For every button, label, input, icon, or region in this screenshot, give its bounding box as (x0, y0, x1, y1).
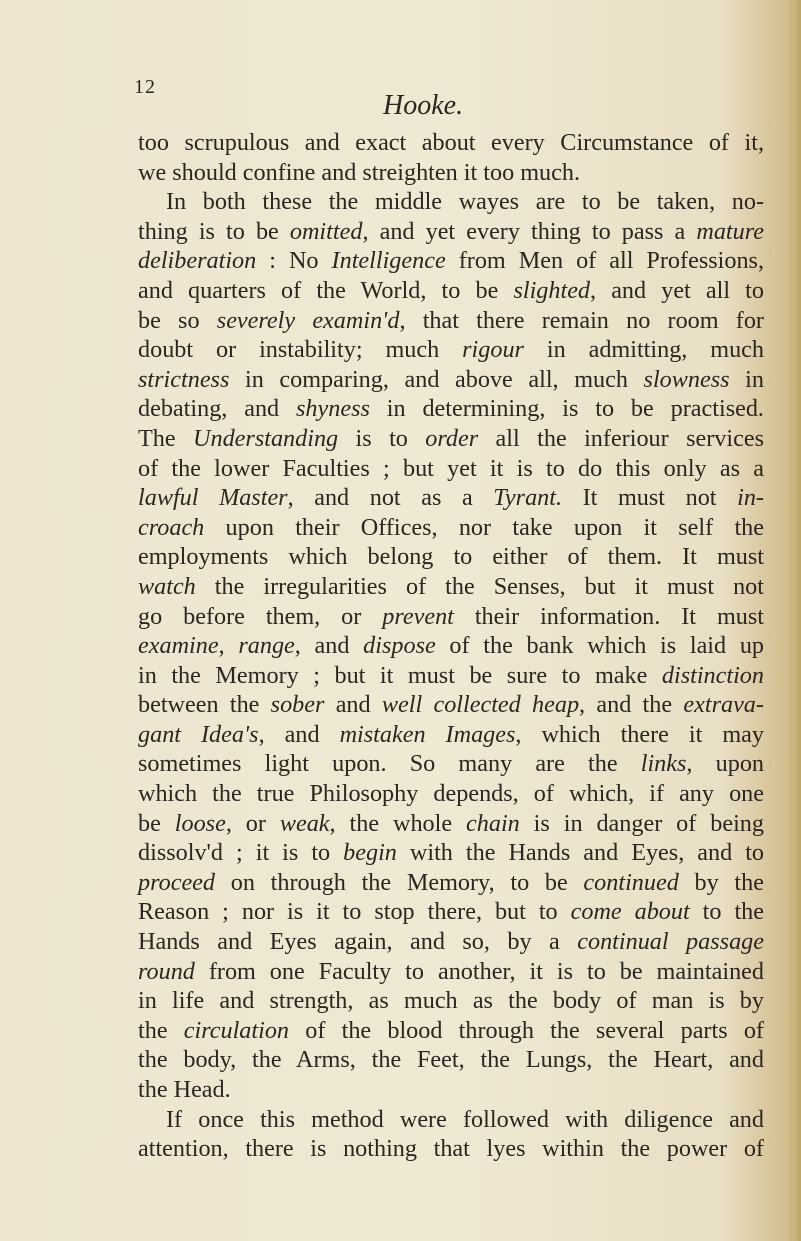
text-run: between the (138, 691, 271, 719)
italic-text: extrava- (683, 691, 764, 719)
italic-text: Tyrant. (493, 484, 563, 512)
italic-text: Intelligence (331, 247, 446, 275)
text-run: on through the Memory, to be (215, 868, 584, 896)
text-run: upon their Offices, nor take upon it self the (204, 513, 764, 541)
text-run: from Men of all Professions, (445, 247, 765, 275)
text-line (138, 187, 764, 217)
text-line (138, 276, 764, 306)
text-run: : No (256, 247, 332, 275)
text-run: be so (138, 306, 217, 334)
text-line (138, 365, 764, 395)
text-line (138, 838, 764, 868)
text-line (138, 927, 764, 957)
text-run: the (138, 1016, 184, 1044)
italic-text: lawful Master (138, 484, 288, 512)
italic-text: links (640, 750, 687, 778)
text-run: of the bank which is laid up (435, 632, 765, 660)
text-run: too scrupulous and exact about every Circumstance of it, (138, 129, 764, 156)
text-run: , or (225, 809, 280, 837)
italic-text: begin (343, 839, 397, 867)
page-edge-shadow (787, 0, 801, 1241)
text-run: in life and strength, as much as the body of man is by (138, 987, 764, 1015)
italic-text: in- (737, 484, 764, 512)
italic-text: slighted (513, 276, 591, 304)
text-line (138, 1045, 764, 1075)
text-line (138, 424, 764, 454)
text-run: , and not as a (287, 484, 494, 512)
text-run: in admitting, much (523, 336, 765, 364)
text-run: , upon (686, 750, 765, 778)
text-line (138, 542, 764, 572)
italic-text: slowness (643, 365, 730, 393)
text-run: be (138, 809, 175, 837)
text-run: attention, there is nothing that lyes within the power of (138, 1135, 764, 1163)
text-run: Hands and Eyes again, and so, by a (138, 928, 578, 956)
text-run: their information. It must (453, 602, 764, 630)
text-run: is in danger of being (519, 809, 764, 837)
text-run: employments which belong to either of them. It must (138, 543, 764, 571)
italic-text: croach (138, 513, 205, 541)
text-run: of the lower Faculties ; but yet it is to do this only as a (138, 454, 764, 482)
italic-text: dispose (363, 632, 436, 660)
text-run: doubt or instability; much (138, 336, 463, 364)
body-text (138, 128, 764, 1164)
italic-text: omitted (289, 217, 363, 245)
text-run: which the true Philosophy depends, of which, if any one (138, 780, 764, 808)
italic-text: chain (466, 809, 520, 837)
text-line (138, 394, 764, 424)
text-run: Reason ; nor is it to stop there, but to (138, 898, 571, 926)
paragraph (138, 128, 764, 187)
paragraph (138, 1105, 764, 1164)
text-run: to the (689, 898, 764, 926)
paragraph (138, 187, 764, 1104)
italic-text: proceed (138, 868, 216, 896)
italic-text: continued (583, 868, 679, 896)
text-line (138, 1105, 764, 1135)
italic-text: Understanding (193, 424, 339, 452)
text-run: dissolv'd ; it is to (138, 839, 344, 867)
italic-text: well collected heap (381, 691, 580, 719)
text-run: in the Memory ; but it must be sure to make (138, 661, 662, 689)
italic-text: gant Idea's (138, 720, 259, 748)
text-run: , and (258, 720, 340, 748)
italic-text: round (138, 957, 195, 985)
text-line (138, 690, 764, 720)
italic-text: deliberation (138, 247, 257, 275)
text-line (138, 128, 764, 158)
text-run: the Head. (138, 1076, 231, 1103)
text-line (138, 720, 764, 750)
text-run: The (138, 424, 194, 452)
text-line (138, 246, 764, 276)
text-line (138, 572, 764, 602)
page-number: 12 (134, 76, 156, 98)
text-line (138, 868, 764, 898)
italic-text: watch (138, 572, 196, 600)
text-run: It must not (562, 484, 738, 512)
text-run: and (324, 691, 382, 719)
text-run: in determining, is to be practised. (369, 395, 764, 423)
text-line (138, 217, 764, 247)
running-head: Hooke. (383, 90, 464, 121)
text-run: go before them, or (138, 602, 383, 630)
text-line (138, 513, 764, 543)
text-line (138, 1016, 764, 1046)
italic-text: range (238, 632, 295, 660)
text-run: , and yet all to (590, 276, 764, 304)
text-run: the body, the Arms, the Feet, the Lungs, the Heart, and (138, 1046, 764, 1074)
text-run: the irregularities of the Senses, but it must not (195, 572, 764, 600)
text-line (138, 661, 764, 691)
text-line (138, 602, 764, 632)
italic-text: shyness (296, 395, 370, 423)
italic-text: order (425, 424, 479, 452)
text-line (138, 335, 764, 365)
text-line (138, 1075, 764, 1105)
text-run: , and (294, 632, 364, 660)
text-run: all the inferiour services (478, 424, 765, 452)
text-line (138, 306, 764, 336)
text-run: by the (678, 868, 764, 896)
text-run: from one Faculty to another, it is to be maintained (194, 957, 764, 985)
text-run: , that there remain no room for (399, 306, 764, 334)
text-run: sometimes light upon. So many are the (138, 750, 641, 778)
text-run: of the blood through the several parts of (289, 1016, 764, 1044)
text-run: is to (338, 424, 426, 452)
italic-text: strictness (138, 365, 230, 393)
text-line (138, 158, 764, 188)
text-run: , (218, 632, 239, 660)
text-run: in (729, 365, 764, 393)
italic-text: sober (270, 691, 325, 719)
italic-text: severely examin'd (216, 306, 400, 334)
italic-text: weak (279, 809, 330, 837)
text-run: , which there it may (515, 720, 764, 748)
italic-text: loose (174, 809, 226, 837)
text-run: and quarters of the World, to be (138, 276, 514, 304)
italic-text: come about (570, 898, 690, 926)
italic-text: continual passage (577, 928, 764, 956)
text-line (138, 454, 764, 484)
italic-text: prevent (382, 602, 454, 630)
page-header (0, 0, 801, 120)
text-run: , and yet every thing to pass a (362, 217, 697, 245)
text-run: If once this method were followed with diligence and (166, 1105, 764, 1133)
text-line (138, 779, 764, 809)
italic-text: mature (696, 217, 764, 245)
text-run: with the Hands and Eyes, and to (396, 839, 765, 867)
text-line (138, 957, 764, 987)
text-run: in comparing, and above all, much (229, 365, 644, 393)
text-run: , the whole (329, 809, 467, 837)
text-line (138, 809, 764, 839)
text-line (138, 749, 764, 779)
text-run: In both these the middle wayes are to be taken, no- (166, 188, 764, 216)
text-line (138, 483, 764, 513)
italic-text: examine (138, 632, 219, 660)
text-line (138, 631, 764, 661)
text-run: , and the (579, 691, 684, 719)
text-run: thing is to be (138, 217, 290, 245)
italic-text: rigour (462, 336, 524, 364)
text-line (138, 986, 764, 1016)
text-run: debating, and (138, 395, 296, 423)
text-line (138, 1134, 764, 1164)
text-line (138, 897, 764, 927)
text-run: we should confine and streighten it too much. (138, 158, 581, 186)
italic-text: distinction (661, 661, 764, 689)
italic-text: circulation (183, 1016, 290, 1044)
italic-text: mistaken Images (339, 720, 516, 748)
